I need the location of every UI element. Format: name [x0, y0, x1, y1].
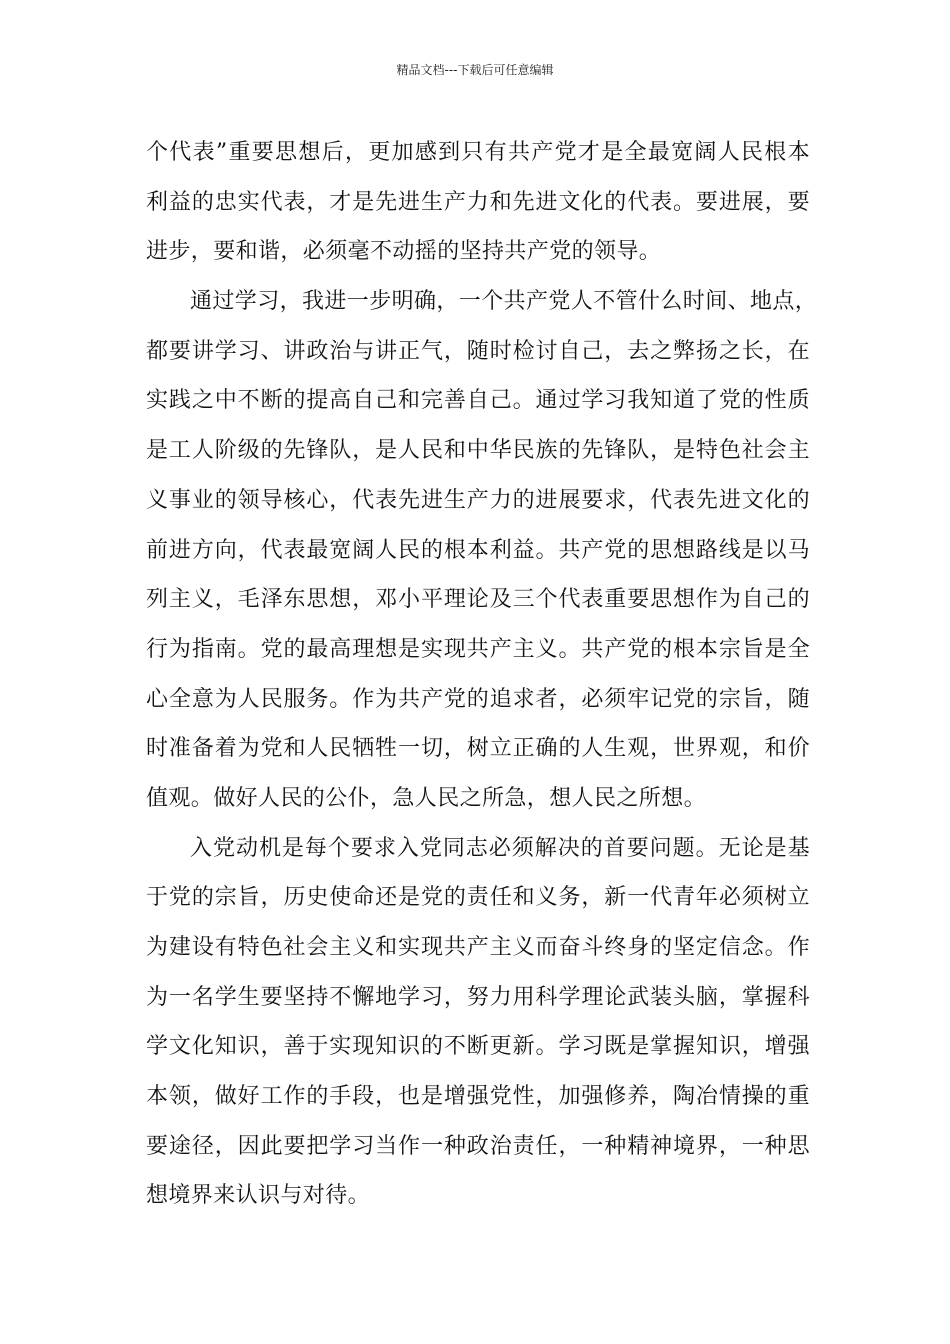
text-line: 都要讲学习、讲政治与讲正气，随时检讨自己，去之弊扬之长，在	[146, 338, 810, 364]
text-line: 入党动机是每个要求入党同志必须解决的首要问题。无论是基	[190, 835, 810, 861]
text-line: 是工人阶级的先锋队，是人民和中华民族的先锋队，是特色社会主	[146, 438, 810, 464]
text-line: 学文化知识，善于实现知识的不断更新。学习既是掌握知识，增强	[146, 1034, 810, 1060]
text-line: 进步，要和谐，必须毫不动摇的坚持共产党的领导。	[146, 239, 662, 265]
text-line: 行为指南。党的最高理想是实现共产主义。共产党的根本宗旨是全	[146, 636, 810, 662]
text-line: 于党的宗旨，历史使命还是党的责任和义务，新一代青年必须树立	[146, 885, 810, 911]
text-line: 心全意为人民服务。作为共产党的追求者，必须牢记党的宗旨，随	[146, 686, 810, 712]
text-line: 前进方向，代表最宽阔人民的根本利益。共产党的思想路线是以马	[146, 537, 810, 563]
text-line: 义事业的领导核心，代表先进生产力的进展要求，代表先进文化的	[146, 487, 810, 513]
text-line: 值观。做好人民的公仆，急人民之所急，想人民之所想。	[146, 785, 707, 811]
text-line: 本领，做好工作的手段，也是增强党性，加强修养，陶冶情操的重	[146, 1084, 810, 1110]
page-header: 精品文档---下载后可任意编辑	[396, 63, 554, 77]
text-line: 通过学习，我进一步明确，一个共产党人不管什么时间、地点，	[190, 289, 818, 315]
text-line: 时准备着为党和人民牺牲一切，树立正确的人生观，世界观，和价	[146, 736, 810, 762]
document-body	[146, 128, 818, 1221]
text-line: 想境界来认识与对待。	[146, 1183, 371, 1209]
text-line: 为一名学生要坚持不懈地学习，努力用科学理论武装头脑，掌握科	[146, 984, 810, 1010]
text-line: 列主义，毛泽东思想，邓小平理论及三个代表重要思想作为自己的	[146, 587, 810, 613]
text-line: 个代表”重要思想后，更加感到只有共产党才是全最宽阔人民根本	[146, 140, 810, 165]
text-line: 利益的忠实代表，才是先进生产力和先进文化的代表。要进展，要	[146, 189, 810, 215]
text-line: 实践之中不断的提高自己和完善自己。通过学习我知道了党的性质	[146, 388, 810, 414]
text-line: 要途径，因此要把学习当作一种政治责任，一种精神境界，一种思	[146, 1133, 810, 1159]
text-line: 为建设有特色社会主义和实现共产主义而奋斗终身的坚定信念。作	[146, 935, 810, 960]
